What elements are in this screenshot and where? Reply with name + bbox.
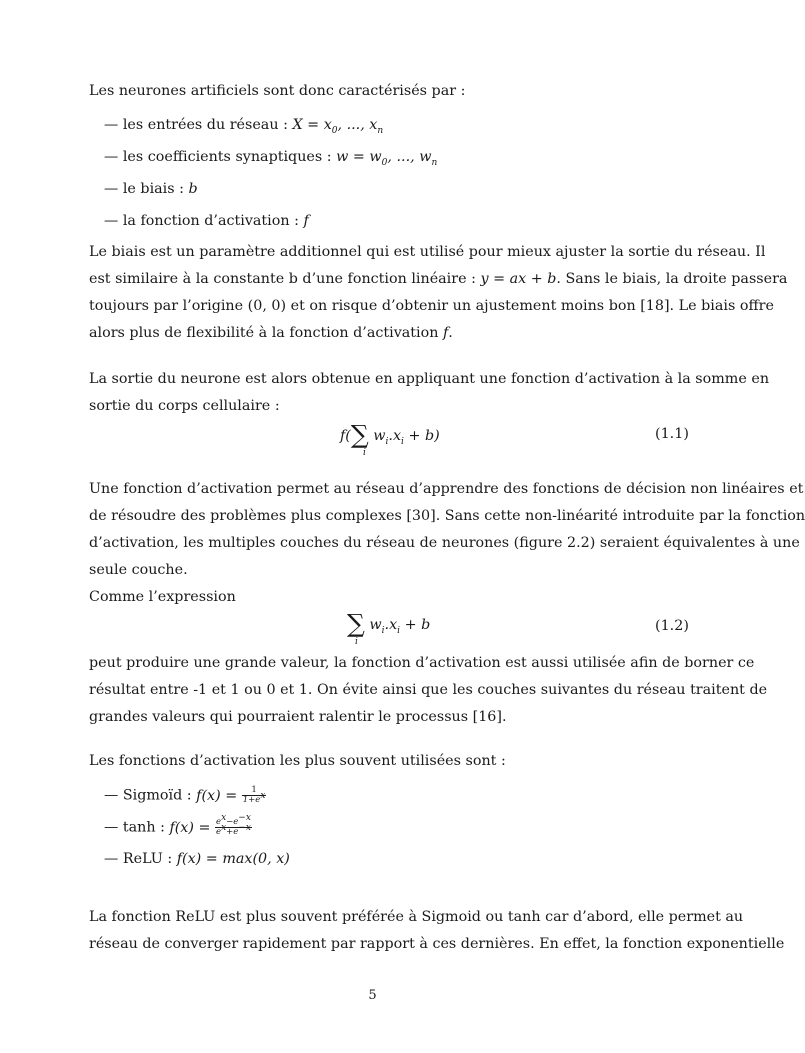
bullet-label: la fonction d’activation :: [122, 213, 299, 229]
paragraph-line: alors plus de flexibilité à la fonction d’activation f.: [89, 325, 453, 341]
dash: —: [104, 149, 119, 165]
equation-number: (1.2): [655, 618, 689, 634]
bullet-math: b: [188, 181, 198, 197]
paragraph-line: de résoudre des problèmes plus complexes [30]. Sans cette non-linéarité introduite par la fonction: [89, 508, 805, 524]
sum-index: i: [363, 448, 366, 458]
dash: —: [104, 819, 119, 836]
list-item: [104, 850, 290, 868]
bullet-label: Sigmoïd :: [122, 787, 192, 804]
paragraph-line: La fonction ReLU est plus souvent préférée à Sigmoid ou tanh car d’abord, elle permet au: [89, 909, 744, 925]
list-item: [104, 786, 266, 805]
equation-number: (1.1): [655, 426, 689, 442]
paragraph-line: réseau de converger rapidement par rapport à ces dernières. En effet, la fonction exponentielle: [89, 936, 785, 952]
bullet-label: les coefficients synaptiques :: [122, 149, 332, 165]
bullet-math: f(x) = max(0, x): [176, 851, 290, 867]
bullet-math: f: [303, 213, 309, 229]
bullet-label: le biais :: [122, 181, 184, 197]
bullet-label: ReLU :: [122, 851, 173, 867]
paragraph-line: grandes valeurs qui pourraient ralentir le processus [16].: [89, 709, 507, 725]
bullet-math: f(x) = $\frac{1}{1+e^x}$: [196, 785, 266, 805]
page-number: 5: [368, 988, 377, 1003]
paragraph-line: peut produire une grande valeur, la fonction d’activation est aussi utilisée afin de borner ce: [89, 655, 755, 671]
bullet-label: les entrées du réseau :: [122, 117, 288, 133]
paragraph-line: Le biais est un paramètre additionnel qui est utilisé pour mieux ajuster la sortie du réseau. Il: [89, 244, 766, 260]
bullet-label: tanh :: [122, 819, 165, 836]
paragraph-line: Les fonctions d’activation les plus souvent utilisées sont :: [89, 753, 506, 769]
paragraph-line: seule couche.: [89, 562, 188, 578]
list-item: [104, 212, 309, 230]
paragraph-line: sortie du corps cellulaire :: [89, 398, 280, 414]
dash: —: [104, 117, 119, 133]
paragraph-line: résultat entre -1 et 1 ou 0 et 1. On évite ainsi que les couches suivantes du réseau traitent de: [89, 682, 768, 698]
paragraph-line: toujours par l’origine (0, 0) et on risque d’obtenir un ajustement moins bon [18]. Le biais offre: [89, 298, 774, 314]
dash: —: [104, 851, 119, 867]
equation: ∑ $w_i.x_i + b$: [347, 609, 431, 638]
dash: —: [104, 213, 119, 229]
list-item: [104, 813, 252, 837]
bullet-math: $X = x_0$, ..., $x_n$: [292, 117, 384, 136]
list-item: [104, 116, 383, 134]
list-item: [104, 180, 198, 198]
dash: —: [104, 787, 119, 804]
bullet-math: $w = w_0$, ..., $w_n$: [336, 149, 438, 168]
paragraph-line: est similaire à la constante b d’une fonction linéaire : y = ax + b. Sans le biais, la droite passera: [89, 271, 788, 287]
bullet-math: f(x) = $\frac{e^x-e^{-x}}{e^x+e^{-x}}$: [169, 813, 251, 837]
paragraph-line: La sortie du neurone est alors obtenue en appliquant une fonction d’activation à la somme en: [89, 371, 770, 387]
intro-text: Les neurones artificiels sont donc caractérisés par :: [89, 83, 466, 99]
paragraph-line: Comme l’expression: [89, 589, 236, 605]
dash: —: [104, 181, 119, 197]
list-item: [104, 148, 437, 166]
equation: f(∑ $w_i.x_i + b$): [340, 420, 440, 449]
paragraph-line: d’activation, les multiples couches du réseau de neurones (figure 2.2) seraient équivalentes à une: [89, 535, 800, 551]
sum-index: i: [355, 637, 358, 647]
paragraph-line: Une fonction d’activation permet au réseau d’apprendre des fonctions de décision non linéaires et: [89, 481, 804, 497]
